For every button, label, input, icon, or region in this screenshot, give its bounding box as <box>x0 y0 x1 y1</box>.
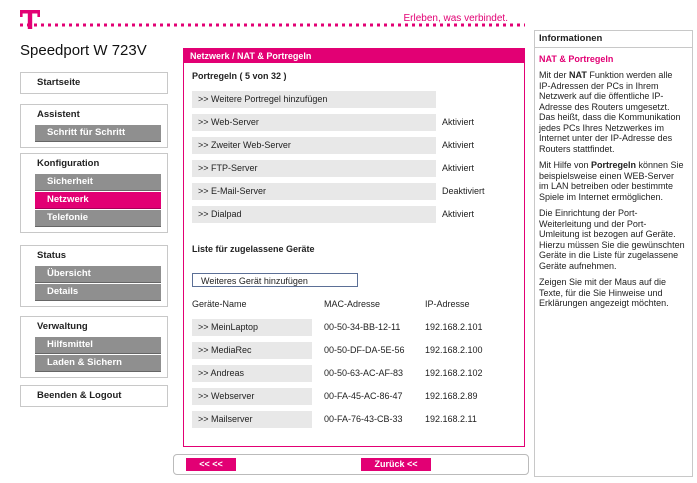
nav-item-network[interactable]: Netzwerk <box>35 192 161 209</box>
nav-item-load-save[interactable]: Laden & Sichern <box>35 355 161 372</box>
nav-item-step-by-step[interactable]: Schritt für Schritt <box>35 125 161 142</box>
info-title: NAT & Portregeln <box>539 54 614 64</box>
portrule-row <box>192 137 516 154</box>
info-bold-nat: NAT <box>569 70 587 80</box>
portrule-status: Aktiviert <box>442 140 475 150</box>
column-header-mac: MAC-Adresse <box>324 299 381 309</box>
info-paragraph-hover: Zeigen Sie mit der Maus auf die Texte, für die Sie Hinweise und Erklärungen angezeigt möchten. <box>539 277 669 308</box>
device-link[interactable]: >> Andreas <box>192 365 312 382</box>
info-paragraph-setup: Die Einrichtung der Port-Weiterleitung und der Port-Umleitung ist bezogen auf Geräte. Hierzu müssen Sie die gewünschten Geräte in die Liste für zugelassene Geräte aufnehmen. <box>539 208 685 271</box>
info-text: können Sie beispielsweise einen WEB-Server im LAN betreiben oder bestimmte Spiele im Internet ermöglichen. <box>539 160 684 202</box>
column-header-ip: IP-Adresse <box>425 299 470 309</box>
nav-config[interactable]: Konfiguration <box>37 158 100 169</box>
router-model-title: Speedport W 723V <box>20 42 147 59</box>
portrule-row <box>192 206 516 223</box>
device-row <box>192 388 516 405</box>
device-ip: 192.168.2.11 <box>425 414 477 424</box>
nav-logout[interactable]: Beenden & Logout <box>37 390 122 401</box>
nav-admin[interactable]: Verwaltung <box>37 321 88 332</box>
info-text: Funktion werden alle IP-Adressen der PCs in Ihrem Netzwerk auf die öffentliche IP-Adresse des Routers umgesetzt. Das heißt, dass die Kommunikation jedes PCs Ihres Netzwerkes im Internet unter der IP-Adresse des Routers stattfindet. <box>539 70 681 154</box>
tagline: Erleben, was verbindet. <box>403 13 508 24</box>
nav-home[interactable]: Startseite <box>37 77 81 88</box>
nav-item-tools[interactable]: Hilfsmittel <box>35 337 161 354</box>
portrules-title: Portregeln ( 5 von 32 ) <box>192 71 287 81</box>
nav-item-details[interactable]: Details <box>35 284 161 301</box>
portrule-link[interactable]: >> Zweiter Web-Server <box>192 137 436 154</box>
info-text: Mit der <box>539 70 570 80</box>
devices-title: Liste für zugelassene Geräte <box>192 244 315 254</box>
device-link[interactable]: >> MediaRec <box>192 342 312 359</box>
nav-home-group <box>20 72 168 94</box>
nav-item-security[interactable]: Sicherheit <box>35 174 161 191</box>
info-paragraph-nat <box>539 70 686 154</box>
column-header-name: Geräte-Name <box>192 299 247 309</box>
portrule-row <box>192 160 516 177</box>
portrule-link[interactable]: >> E-Mail-Server <box>192 183 436 200</box>
nav-status-group <box>20 245 168 307</box>
device-row <box>192 411 516 428</box>
nav-admin-group <box>20 316 168 378</box>
info-text: Mit Hilfe von <box>539 160 592 170</box>
device-row <box>192 342 516 359</box>
portrule-link[interactable]: >> Web-Server <box>192 114 436 131</box>
nav-item-overview[interactable]: Übersicht <box>35 266 161 283</box>
device-link[interactable]: >> Webserver <box>192 388 312 405</box>
nav-status[interactable]: Status <box>37 250 67 261</box>
nav-assistant[interactable]: Assistent <box>37 109 80 120</box>
device-ip: 192.168.2.101 <box>425 322 483 332</box>
add-portrule-row <box>192 91 516 108</box>
add-portrule-link[interactable]: >> Weitere Portregel hinzufügen <box>192 91 436 108</box>
nav-config-group <box>20 153 168 233</box>
portrule-row <box>192 183 516 200</box>
portrule-link[interactable]: >> FTP-Server <box>192 160 436 177</box>
nav-logout-group <box>20 385 168 407</box>
portrule-status: Deaktiviert <box>442 186 485 196</box>
page-title: Netzwerk / NAT & Portregeln <box>184 49 524 63</box>
info-header: Informationen <box>535 31 692 48</box>
back-button[interactable]: Zurück << <box>361 458 431 471</box>
info-bold-portrules: Portregeln <box>591 160 637 170</box>
bottom-action-bar <box>173 454 529 475</box>
portrule-status: Aktiviert <box>442 117 475 127</box>
portrule-status: Aktiviert <box>442 163 475 173</box>
portrule-status: Aktiviert <box>442 209 475 219</box>
add-device-button[interactable]: Weiteres Gerät hinzufügen <box>192 273 358 287</box>
device-link[interactable]: >> MeinLaptop <box>192 319 312 336</box>
info-paragraph-portrules <box>539 160 686 202</box>
device-row <box>192 319 516 336</box>
device-mac: 00-50-DF-DA-5E-56 <box>324 345 405 355</box>
info-panel <box>534 30 693 477</box>
device-link[interactable]: >> Mailserver <box>192 411 312 428</box>
device-ip: 192.168.2.102 <box>425 368 483 378</box>
device-ip: 192.168.2.89 <box>425 391 478 401</box>
main-panel <box>183 48 525 447</box>
dotted-line <box>20 20 525 28</box>
portrule-link[interactable]: >> Dialpad <box>192 206 436 223</box>
device-row <box>192 365 516 382</box>
first-page-button[interactable]: << << <box>186 458 236 471</box>
device-mac: 00-50-34-BB-12-11 <box>324 322 401 332</box>
nav-assistant-group <box>20 104 168 148</box>
device-mac: 00-FA-76-43-CB-33 <box>324 414 403 424</box>
device-mac: 00-50-63-AC-AF-83 <box>324 368 404 378</box>
device-ip: 192.168.2.100 <box>425 345 483 355</box>
device-mac: 00-FA-45-AC-86-47 <box>324 391 403 401</box>
nav-item-telephony[interactable]: Telefonie <box>35 210 161 227</box>
portrule-row <box>192 114 516 131</box>
